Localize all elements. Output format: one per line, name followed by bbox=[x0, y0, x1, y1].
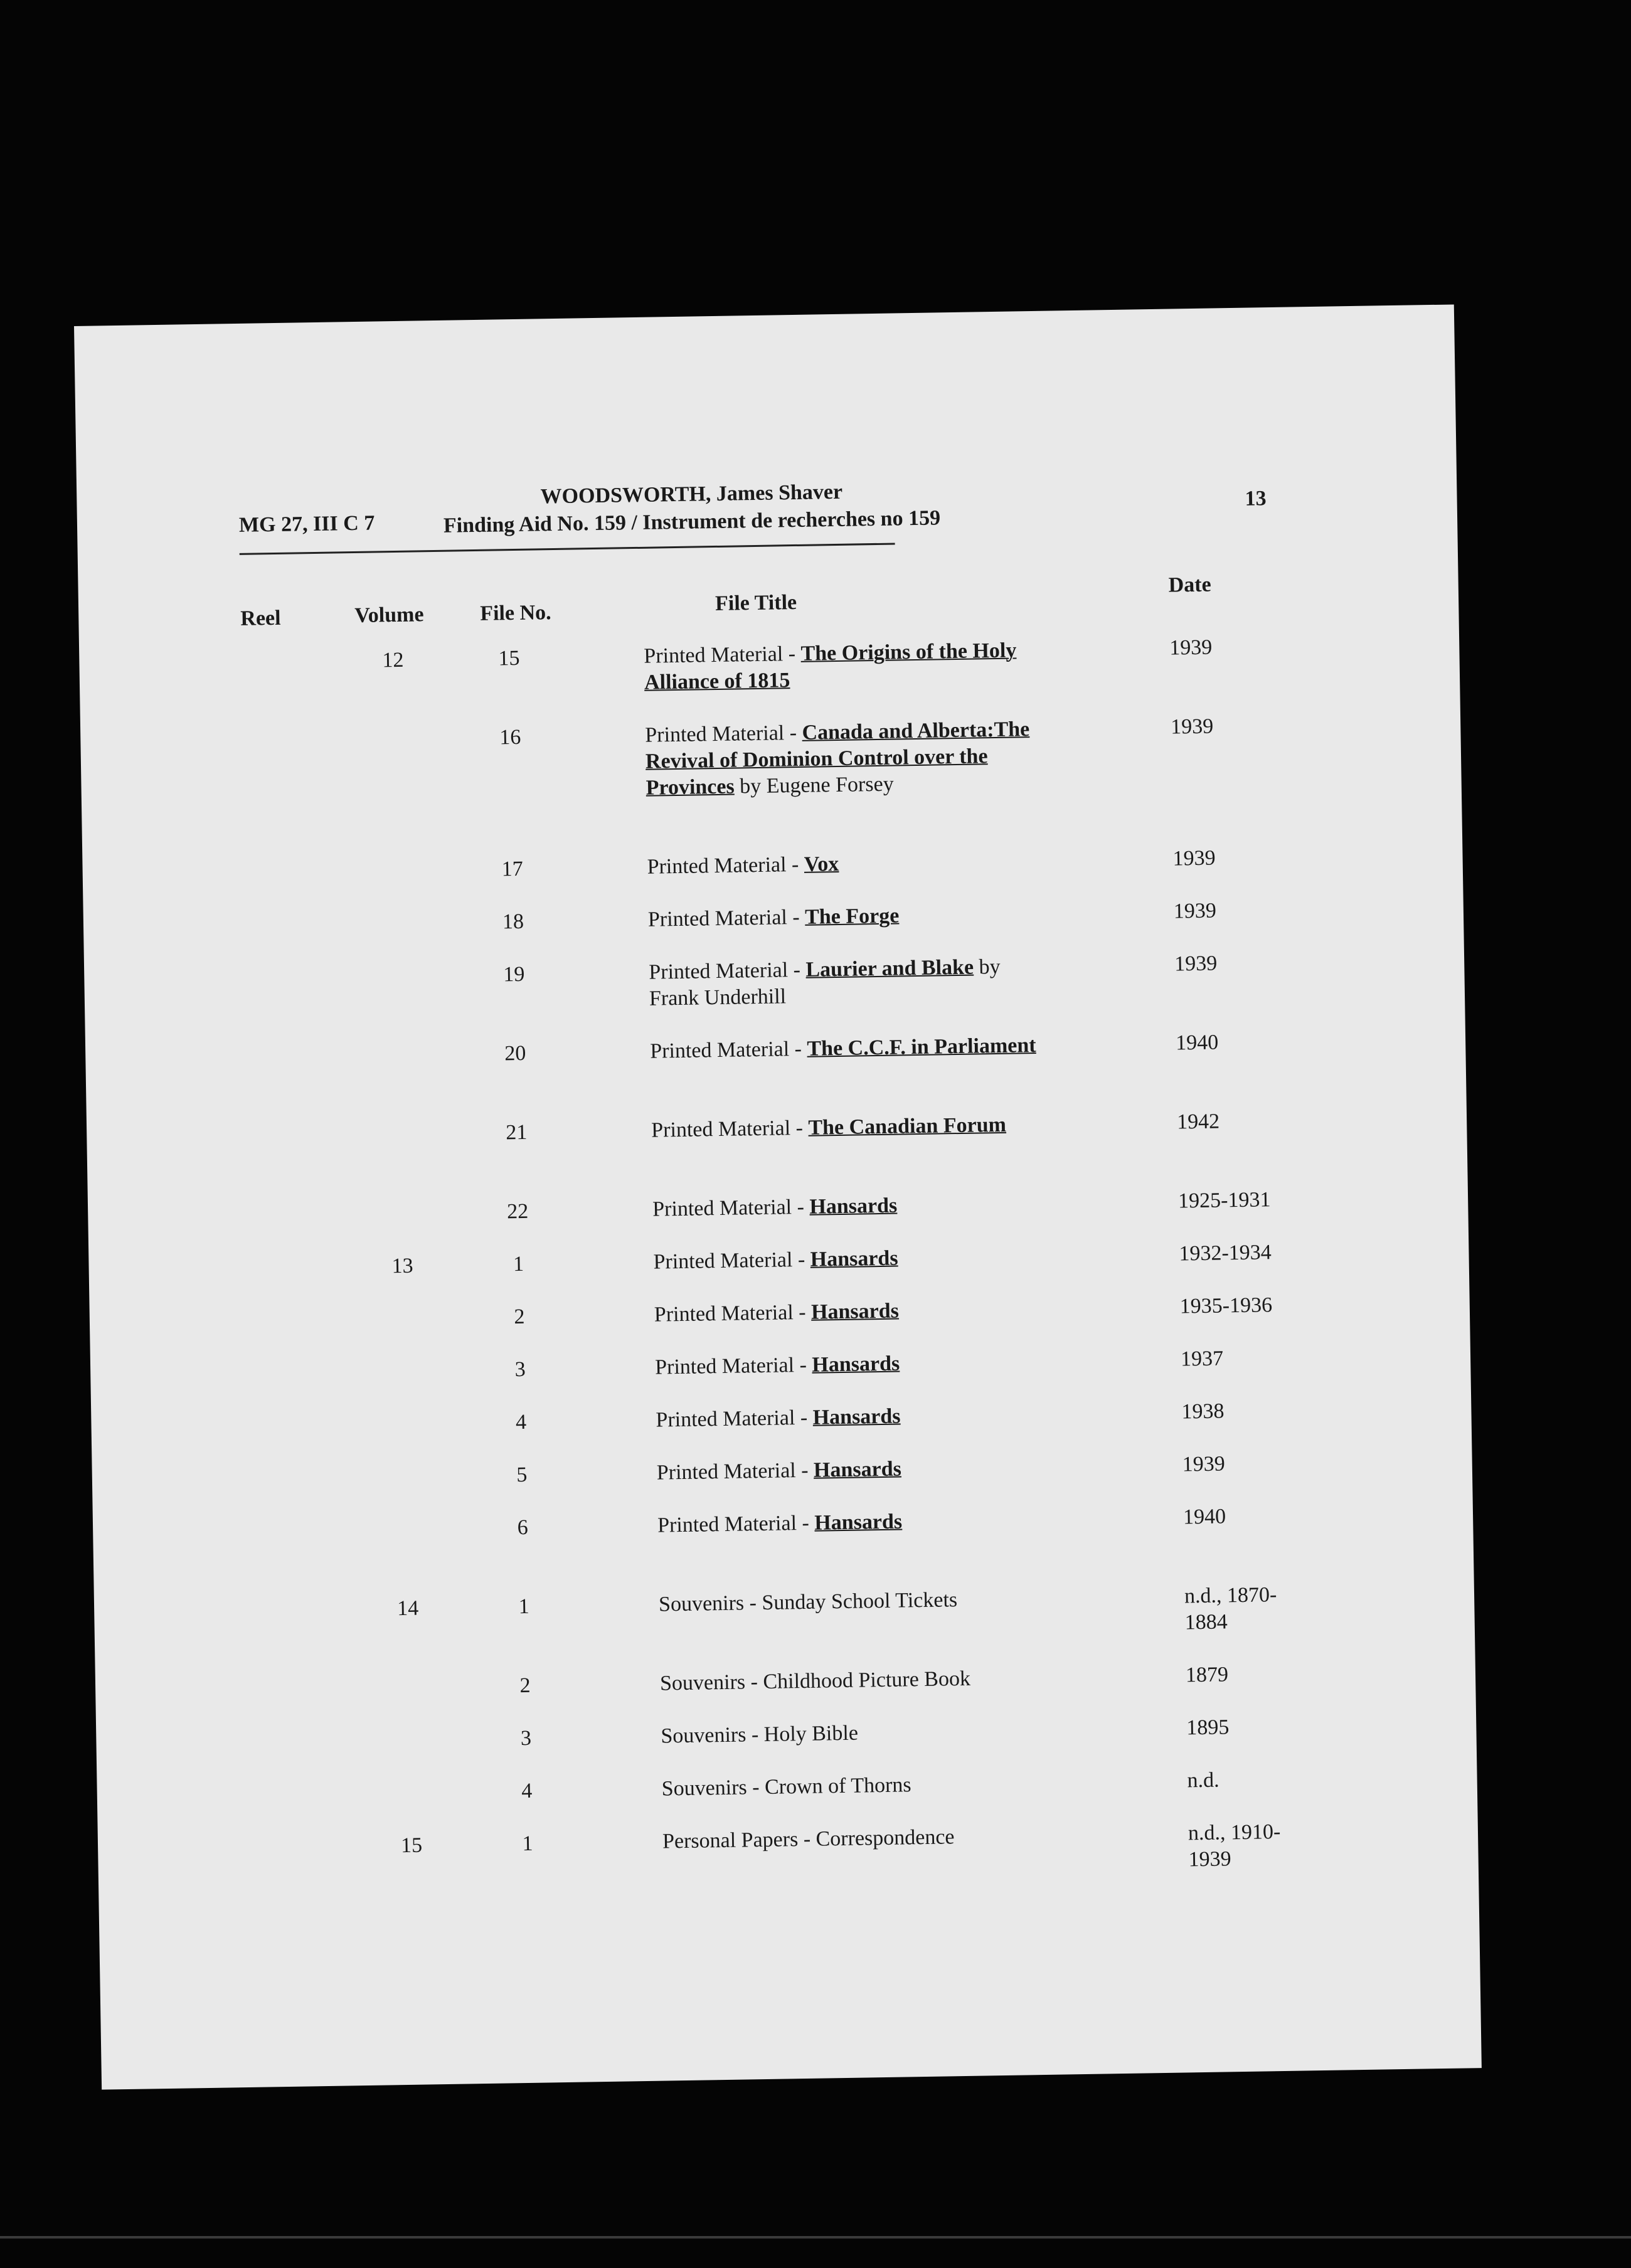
volume-cell bbox=[364, 1200, 439, 1201]
file-title-category: Printed Material - bbox=[649, 1037, 807, 1063]
column-header-volume: Volume bbox=[354, 603, 424, 628]
file-title-publication: Hansards bbox=[813, 1457, 902, 1482]
date-cell: 1932-1934 bbox=[1179, 1241, 1272, 1266]
file-title-publication: Hansards bbox=[810, 1299, 900, 1324]
file-no-cell: 2 bbox=[519, 1673, 531, 1698]
file-title-publication: Hansards bbox=[814, 1510, 903, 1535]
file-title-category: Souvenirs - Sunday School Tickets bbox=[658, 1588, 958, 1616]
volume-cell bbox=[363, 1121, 438, 1122]
film-edge bbox=[0, 2236, 1631, 2239]
file-title-cell bbox=[648, 901, 1050, 933]
column-header-reel: Reel bbox=[240, 606, 281, 630]
file-title-category: Souvenirs - Holy Bible bbox=[661, 1721, 859, 1748]
volume-cell: 15 bbox=[400, 1833, 423, 1858]
document-page bbox=[74, 304, 1482, 2089]
date-cell: 1939 bbox=[1169, 635, 1213, 660]
file-title-category: Printed Material - bbox=[649, 958, 806, 984]
file-title-cell bbox=[655, 1349, 1057, 1381]
file-title-publication: Laurier and Blake bbox=[805, 955, 974, 982]
date-cell: 1935-1936 bbox=[1179, 1293, 1273, 1318]
column-header-file-no: File No. bbox=[479, 601, 551, 625]
file-title-cell bbox=[660, 1665, 1062, 1697]
file-title-publication: The Canadian Forum bbox=[808, 1113, 1007, 1140]
file-title-category: Printed Material - bbox=[645, 721, 802, 747]
file-title-publication: Hansards bbox=[809, 1194, 898, 1219]
file-title-publication: Hansards bbox=[810, 1246, 898, 1271]
volume-cell bbox=[360, 963, 435, 964]
date-cell: 1939 bbox=[1172, 846, 1216, 871]
file-no-cell: 4 bbox=[515, 1410, 527, 1434]
file-title-cell bbox=[657, 1454, 1059, 1486]
volume-cell bbox=[371, 1674, 447, 1675]
file-title-category: Printed Material - bbox=[647, 852, 805, 879]
file-title-category: Printed Material - bbox=[654, 1353, 812, 1379]
date-cell: 1895 bbox=[1186, 1715, 1230, 1740]
file-title-cell bbox=[662, 1823, 1065, 1855]
file-title-category: Printed Material - bbox=[656, 1406, 813, 1432]
file-no-cell: 5 bbox=[516, 1463, 528, 1487]
file-title-category: Printed Material - bbox=[654, 1300, 812, 1327]
page-title bbox=[340, 475, 1043, 542]
file-title-publication: The Forge bbox=[804, 904, 900, 929]
file-title-cell bbox=[661, 1717, 1063, 1750]
file-no-cell: 22 bbox=[506, 1199, 529, 1224]
date-cell: 1937 bbox=[1180, 1347, 1224, 1371]
file-title-publication: Hansards bbox=[812, 1352, 900, 1377]
file-title-publication: The C.C.F. in Parliament bbox=[807, 1034, 1036, 1061]
volume-cell: 13 bbox=[391, 1254, 413, 1278]
volume-cell bbox=[361, 1042, 437, 1043]
volume-cell bbox=[356, 726, 432, 727]
file-no-cell: 6 bbox=[517, 1515, 528, 1540]
file-no-cell: 20 bbox=[504, 1041, 526, 1066]
file-no-cell: 15 bbox=[498, 646, 520, 670]
volume-cell bbox=[368, 1463, 444, 1465]
file-title-cell bbox=[650, 1032, 1052, 1065]
volume-cell bbox=[366, 1305, 441, 1306]
file-title-cell bbox=[654, 1296, 1056, 1328]
volume-cell bbox=[367, 1411, 442, 1412]
file-title-publication: Canada and Alberta:The Revival of Dominion Control over the Provinces bbox=[645, 718, 1030, 800]
date-cell: n.d. bbox=[1187, 1768, 1219, 1793]
date-cell: 1939 bbox=[1174, 951, 1218, 976]
file-no-cell: 17 bbox=[501, 857, 523, 881]
file-no-cell: 19 bbox=[503, 962, 525, 987]
file-no-cell: 3 bbox=[520, 1726, 532, 1751]
date-cell: n.d., 1910-1939 bbox=[1187, 1820, 1281, 1872]
file-title-category: Souvenirs - Crown of Thorns bbox=[661, 1773, 911, 1801]
file-title-cell bbox=[657, 1507, 1060, 1539]
file-title-category: Printed Material - bbox=[651, 1116, 809, 1142]
column-header-file-title: File Title bbox=[715, 590, 797, 615]
fonds-name: WOODSWORTH, James Shaver bbox=[540, 480, 843, 509]
file-no-cell: 4 bbox=[521, 1779, 533, 1803]
file-title-author: by Frank Underhill bbox=[649, 955, 1001, 1010]
file-title-cell bbox=[653, 1243, 1055, 1276]
file-no-cell: 21 bbox=[505, 1120, 528, 1145]
file-no-cell: 16 bbox=[499, 725, 521, 750]
file-title-category: Printed Material - bbox=[644, 642, 801, 668]
file-title-cell bbox=[651, 1111, 1053, 1144]
file-title-category: Printed Material - bbox=[653, 1248, 811, 1274]
finding-aid-title: Finding Aid No. 159 / Instrument de recherches no 159 bbox=[443, 506, 941, 538]
date-cell: 1938 bbox=[1181, 1399, 1225, 1424]
volume-cell: 12 bbox=[382, 648, 404, 672]
volume-cell bbox=[372, 1727, 447, 1728]
volume-cell bbox=[359, 910, 435, 911]
date-cell: 1940 bbox=[1175, 1031, 1219, 1055]
file-title-cell bbox=[661, 1770, 1063, 1803]
volume-cell bbox=[366, 1358, 442, 1359]
volume-cell bbox=[369, 1516, 444, 1517]
file-title-cell bbox=[649, 953, 1051, 1012]
file-title-category: Printed Material - bbox=[647, 905, 805, 931]
collection-reference: MG 27, III C 7 bbox=[238, 511, 375, 537]
file-no-cell: 1 bbox=[522, 1831, 533, 1856]
date-cell: 1925-1931 bbox=[1177, 1188, 1271, 1213]
volume-cell bbox=[358, 857, 433, 859]
file-title-cell bbox=[645, 716, 1048, 802]
file-title-publication: The Origins of the Holy Alliance of 1815 bbox=[644, 639, 1017, 694]
volume-cell: 14 bbox=[396, 1596, 419, 1621]
date-cell: 1940 bbox=[1182, 1505, 1226, 1529]
date-cell: 1942 bbox=[1176, 1110, 1220, 1134]
header-rule bbox=[240, 543, 895, 554]
file-no-cell: 2 bbox=[514, 1305, 525, 1329]
file-title-publication: Hansards bbox=[812, 1404, 901, 1429]
file-title-cell bbox=[659, 1586, 1061, 1618]
file-title-category: Printed Material - bbox=[652, 1195, 810, 1221]
file-title-cell bbox=[647, 848, 1049, 881]
column-header-date: Date bbox=[1168, 573, 1211, 597]
page-number: 13 bbox=[1245, 487, 1267, 511]
file-title-cell bbox=[656, 1401, 1058, 1434]
file-title-cell bbox=[644, 637, 1046, 696]
file-title-publication: Vox bbox=[804, 852, 839, 876]
volume-cell bbox=[373, 1779, 448, 1781]
file-title-category: Printed Material - bbox=[657, 1511, 815, 1537]
file-title-category: Souvenirs - Childhood Picture Book bbox=[659, 1667, 971, 1695]
file-no-cell: 1 bbox=[513, 1252, 524, 1276]
file-title-category: Personal Papers - Correspondence bbox=[662, 1825, 955, 1853]
file-no-cell: 18 bbox=[502, 909, 524, 934]
date-cell: 1939 bbox=[1182, 1452, 1226, 1476]
file-no-cell: 1 bbox=[518, 1594, 529, 1619]
date-cell: 1879 bbox=[1185, 1663, 1229, 1687]
file-title-author: by Eugene Forsey bbox=[734, 772, 894, 798]
date-cell: 1939 bbox=[1173, 899, 1217, 923]
file-title-cell bbox=[652, 1190, 1055, 1223]
file-title-category: Printed Material - bbox=[656, 1458, 814, 1485]
date-cell: n.d., 1870-1884 bbox=[1184, 1583, 1277, 1635]
date-cell: 1939 bbox=[1170, 714, 1214, 739]
file-no-cell: 3 bbox=[514, 1357, 526, 1382]
